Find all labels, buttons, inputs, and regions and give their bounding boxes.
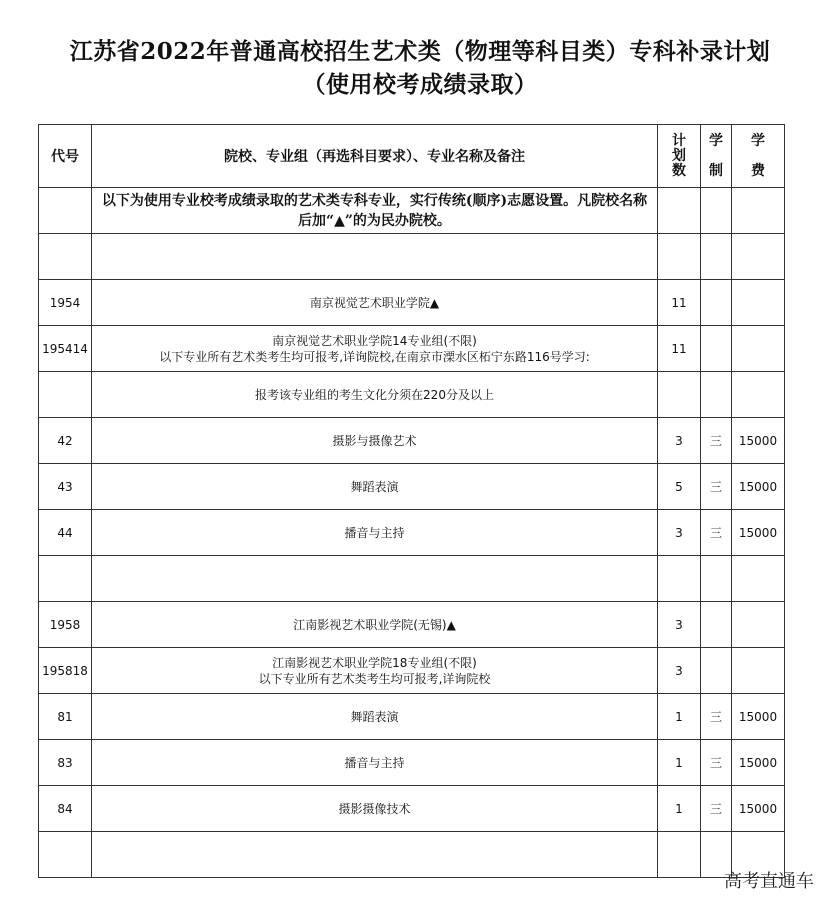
cell-code: 195414	[39, 326, 92, 372]
cell-plan	[658, 556, 701, 602]
cell-years	[701, 648, 732, 694]
cell-name: 播音与主持	[92, 740, 658, 786]
cell-code: 1958	[39, 602, 92, 648]
cell-years	[701, 556, 732, 602]
cell-years: 三	[701, 464, 732, 510]
header-fee: 学 费	[732, 125, 785, 188]
cell-name: 播音与主持	[92, 510, 658, 556]
note-text: 以下为使用专业校考成绩录取的艺术类专科专业，实行传统(顺序)志愿设置。凡院校名称后加“▲”的为民办院校。	[101, 192, 648, 229]
cell-fee: 15000	[732, 510, 785, 556]
cell-code: 84	[39, 786, 92, 832]
cell-plan: 11	[658, 326, 701, 372]
cell-code	[39, 556, 92, 602]
admission-plan-table	[38, 124, 785, 878]
cell-code: 43	[39, 464, 92, 510]
header-code: 代号	[39, 125, 92, 188]
cell-name: 摄影与摄像艺术	[92, 418, 658, 464]
table-row	[39, 694, 785, 740]
cell-years	[701, 372, 732, 418]
note-row	[39, 188, 785, 234]
cell-fee	[732, 234, 785, 280]
cell-code	[39, 372, 92, 418]
table-header-row	[39, 125, 785, 188]
cell-fee	[732, 372, 785, 418]
cell-years	[701, 280, 732, 326]
cell-code: 83	[39, 740, 92, 786]
cell-name	[92, 234, 658, 280]
cell-plan: 1	[658, 740, 701, 786]
table-row	[39, 280, 785, 326]
cell-plan: 1	[658, 786, 701, 832]
table-row	[39, 556, 785, 602]
table-row	[39, 326, 785, 372]
cell-fee	[732, 602, 785, 648]
table-row	[39, 832, 785, 878]
cell-code: 81	[39, 694, 92, 740]
watermark: 高考直通车	[724, 871, 814, 892]
header-name: 院校、专业组（再选科目要求）、专业名称及备注	[92, 125, 658, 188]
cell-name: 江南影视艺术职业学院18专业组(不限) 以下专业所有艺术类考生均可报考,详询院校	[92, 648, 658, 694]
table-row	[39, 786, 785, 832]
cell-code: 195818	[39, 648, 92, 694]
cell-code: 1954	[39, 280, 92, 326]
cell-fee: 15000	[732, 418, 785, 464]
table-row	[39, 464, 785, 510]
cell-name: 舞蹈表演	[92, 464, 658, 510]
cell-plan	[658, 832, 701, 878]
cell-plan: 5	[658, 464, 701, 510]
cell-fee	[732, 556, 785, 602]
cell-fee: 15000	[732, 464, 785, 510]
cell-plan: 1	[658, 694, 701, 740]
cell-plan	[658, 234, 701, 280]
cell-name: 摄影摄像技术	[92, 786, 658, 832]
cell-years: 三	[701, 510, 732, 556]
cell-code	[39, 234, 92, 280]
cell-years	[701, 234, 732, 280]
table-body	[39, 234, 785, 878]
cell-years: 三	[701, 740, 732, 786]
table-row	[39, 602, 785, 648]
cell-plan: 3	[658, 602, 701, 648]
cell-years: 三	[701, 418, 732, 464]
table-row	[39, 418, 785, 464]
cell-fee: 15000	[732, 786, 785, 832]
header-plan: 计 划 数	[658, 125, 701, 188]
cell-name: 报考该专业组的考生文化分须在220分及以上	[92, 372, 658, 418]
cell-code: 44	[39, 510, 92, 556]
cell-fee: 15000	[732, 694, 785, 740]
header-years: 学 制	[701, 125, 732, 188]
cell-plan: 3	[658, 648, 701, 694]
table-row	[39, 648, 785, 694]
cell-years: 三	[701, 694, 732, 740]
page-title: 江苏省2022年普通高校招生艺术类（物理等科目类）专科补录计划	[69, 38, 771, 65]
table-row	[39, 510, 785, 556]
cell-name: 南京视觉艺术职业学院14专业组(不限) 以下专业所有艺术类考生均可报考,详询院校,在南京市溧水区柘宁东路116号学习:	[92, 326, 658, 372]
cell-name: 南京视觉艺术职业学院▲	[92, 280, 658, 326]
cell-fee	[732, 326, 785, 372]
cell-years	[701, 326, 732, 372]
cell-plan	[658, 372, 701, 418]
cell-plan: 3	[658, 418, 701, 464]
cell-fee: 15000	[732, 740, 785, 786]
cell-name: 江南影视艺术职业学院(无锡)▲	[92, 602, 658, 648]
cell-years	[701, 602, 732, 648]
page-subtitle: （使用校考成绩录取）	[302, 71, 538, 98]
cell-fee	[732, 648, 785, 694]
cell-name: 舞蹈表演	[92, 694, 658, 740]
table-row	[39, 740, 785, 786]
cell-code	[39, 832, 92, 878]
table-row	[39, 372, 785, 418]
cell-years: 三	[701, 786, 732, 832]
cell-plan: 11	[658, 280, 701, 326]
cell-name	[92, 832, 658, 878]
cell-name	[92, 556, 658, 602]
cell-code: 42	[39, 418, 92, 464]
cell-plan: 3	[658, 510, 701, 556]
table-row	[39, 234, 785, 280]
cell-fee	[732, 280, 785, 326]
